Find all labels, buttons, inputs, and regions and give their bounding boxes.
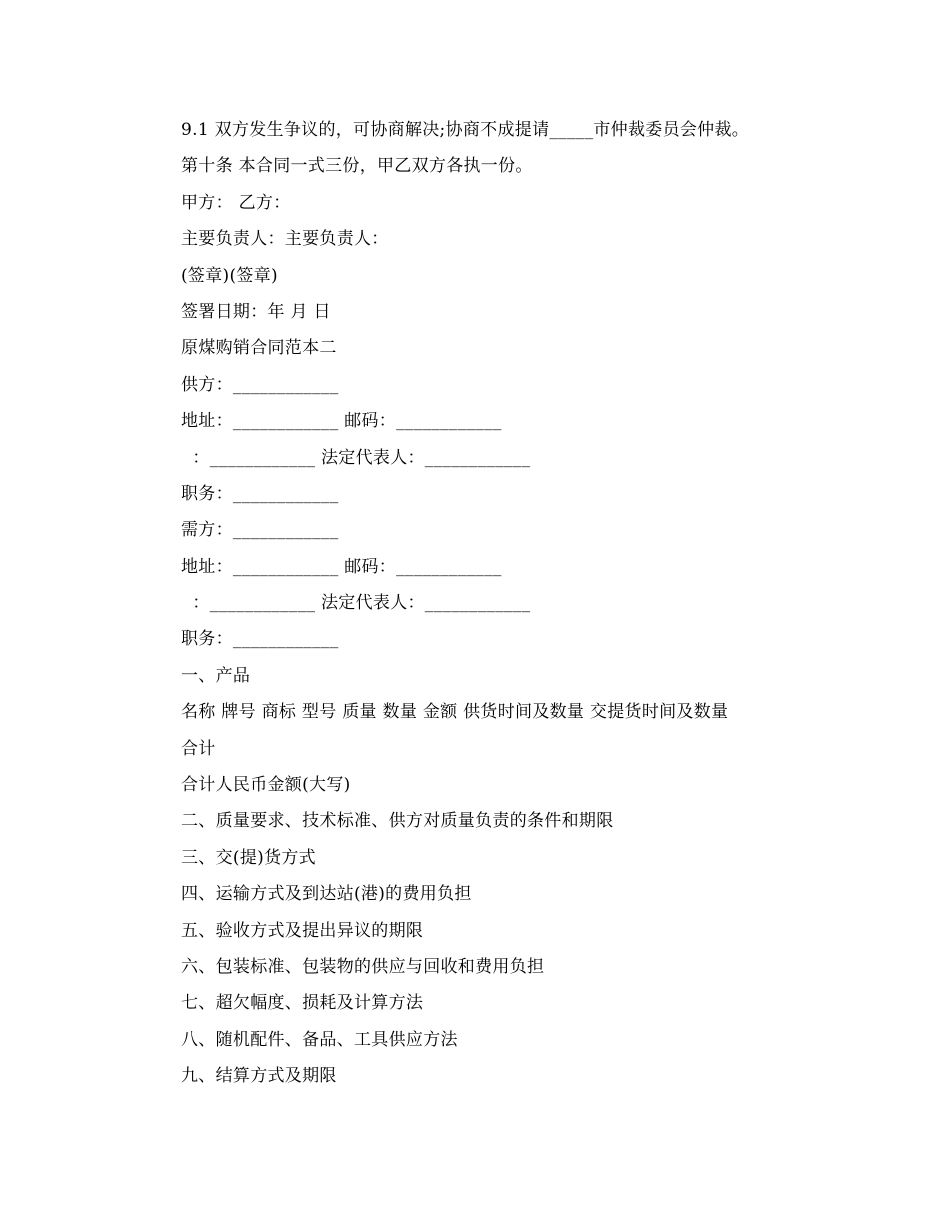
section-9-settlement: 九、结算方式及期限 — [181, 1066, 337, 1087]
document-page — [181, 112, 881, 1095]
clause-10-copies: 第十条 本合同一式三份，甲乙双方各执一份。 — [181, 156, 533, 177]
signing-date-label: 签署日期：年 月 日 — [181, 301, 331, 322]
supplier-legal-rep: ：____________ 法定代表人：____________ — [181, 447, 531, 468]
supplier-field: 供方：____________ — [181, 374, 339, 395]
section-3-delivery: 三、交(提)货方式 — [181, 847, 316, 868]
section-8-accessories: 八、随机配件、备品、工具供应方法 — [181, 1029, 458, 1050]
clause-9-1-arbitration: 9.1 双方发生争议的，可协商解决;协商不成提请_____市仲裁委员会仲裁。 — [181, 120, 750, 140]
supplier-address-postcode: 地址：____________ 邮码：____________ — [181, 411, 502, 432]
template-two-title: 原煤购销合同范本二 — [181, 338, 337, 359]
party-a-b-label: 甲方： 乙方： — [181, 192, 291, 213]
buyer-legal-rep: ：____________ 法定代表人：____________ — [181, 593, 531, 614]
total-label: 合计 — [181, 738, 216, 759]
section-4-transport: 四、运输方式及到达站(港)的费用负担 — [181, 884, 472, 905]
buyer-field: 需方：____________ — [181, 520, 339, 541]
section-1-product: 一、产品 — [181, 665, 251, 686]
buyer-address-postcode: 地址：____________ 邮码：____________ — [181, 556, 502, 577]
section-7-tolerance: 七、超欠幅度、损耗及计算方法 — [181, 993, 424, 1014]
seal-label: (签章)(签章) — [181, 265, 278, 286]
principal-label: 主要负责人：主要负责人： — [181, 229, 389, 250]
section-5-acceptance: 五、验收方式及提出异议的期限 — [181, 920, 424, 941]
total-rmb-label: 合计人民币金额(大写) — [181, 775, 351, 796]
product-columns: 名称 牌号 商标 型号 质量 数量 金额 供货时间及数量 交提货时间及数量 — [181, 702, 729, 723]
buyer-position: 职务：____________ — [181, 629, 339, 650]
supplier-position: 职务：____________ — [181, 483, 339, 504]
section-2-quality: 二、质量要求、技术标准、供方对质量负责的条件和期限 — [181, 811, 614, 832]
section-6-packaging: 六、包装标准、包装物的供应与回收和费用负担 — [181, 956, 545, 977]
